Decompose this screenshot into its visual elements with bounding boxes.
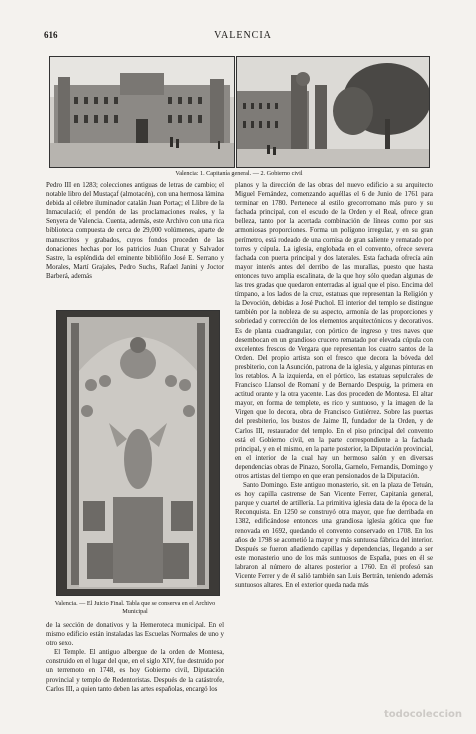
page-header <box>44 30 442 44</box>
photo-gobierno-civil <box>236 56 430 168</box>
photo-juicio-final <box>56 310 220 596</box>
text-column-right <box>235 181 433 707</box>
paragraph: Pedro III en 1283; colecciones antiguas de letras de cambio; el notable libro del Mustaçaf (almotacén), con una hermosa lámina debida al célebre iluminador catalán Juan Portaç; el Llibre de la Inmaculació; el pendón de las proclamaciones reales, y la Senyera de Valencia. Cuenta, además, este Archivo con una rica biblioteca compuesta de cerca de 29,000 volúmenes, aparte de manuscritos y grabados, cuyos fondos proceden de las donaciones hechas por los patricios Juan Churat y Salvador Sastre, la espléndida del eminente bibliófilo José E. Serrano y Morales, Martí Grajales, Pedro Suchs, Rafael Janini y Joctor Barberá, además <box>46 182 224 280</box>
paragraph: de la sección de donativos y la Hemeroteca municipal. En el mismo edificio están instaladas las Escuelas Normales de uno y otro sexo. <box>46 622 224 648</box>
text-column-left-bottom <box>46 621 224 707</box>
paragraph: El Temple. El antiguo albergue de la orden de Montesa, construido en el lugar del que, en el siglo XIV, fue destruido por un terremoto en 1748, es hoy Gobierno civil, Diputación provincial y templo de Redentoristas. Después de la catástrofe, Carlos III, a quien tanto deben las artes españolas, encargó los <box>46 649 224 693</box>
paragraph: planos y la dirección de las obras del nuevo edificio a su arquitecto Miguel Fernández, comenzando aquéllas el 6 de Junio de 1761 para terminar en 1780. Pertenece al estilo grecorromano más puro y su fachada principal, con el escudo de la Orden y el Real, ofrece gran belleza, tanto por la acertada combinación de líneas como por sus armoniosas proporciones. Forma un polígono irregular, y en su gran perímetro, está rodeado de una cornisa de gran saliente y rematado por torres y cúpula. La iglesia, englobada en el convento, ofrece severa fachada con puerta principal y dos laterales. Esta fachada ofrecía aún mayor interés antes del derribo de las murallas, puesto que hasta entonces tuvo amplia escalinata, de la que hoy sólo quedan algunas de las tres gradas que quedaron enterradas al igual que el piso. Encima del tímpano, a los lados de la cruz, estatuas que representan la Religión y la Devoción, debidas a José Puchol. El interior del templo se distingue también por la nobleza de su aspecto, armonía de las proporciones y sobriedad y corrección de los elementos arquitectónicos y decorativos. Es de planta cuadrangular, con pórtico de ingreso y tres naves que desembocan en un grandioso crucero rematado por elevada cúpula con excelentes frescos de Vergara que representan los cuatro santos de la Orden. Del propio artista son el fresco que decora la bóveda del presbiterio, con la Asunción, patrona de la iglesia, y algunas pinturas en los retablos. A la izquierda, en el pórtico, las estatuas sepulcrales de Francisco Llansol de Romaní y de Bernardo Despuig, la primera en actitud orante y la otra yacente. Las dos proceden de Montesa. El altar mayor, en forma de templete, es rico y suntuoso, y la imagen de la Virgen que lo decora, obra de Francisco Gutiérrez. Sobre las puertas del presbiterio, los bustos de Jaime II, fundador de la Orden, y de Carlos III, restaurador del templo. En el piso principal del convento está el Gobierno civil, en la parte correspondiente a la fachada principal, y en el mismo, en la parte posterior, la Diputación provincial, en el interior de la cual hay un hermoso salón y en diversas dependencias obras de Pinazo, Sorolla, Garnelo, Fernandis, Domingo y otros artistas del tiempo en que eran pensionados de la Diputación. <box>235 182 433 480</box>
photo-caption-artwork: Valencia. — El Juicio Final. Tabla que se conserva en el Archivo Municipal <box>54 600 216 615</box>
photo-capitania-general <box>49 56 235 168</box>
text-column-left-top <box>46 181 224 305</box>
watermark-logo: todocoleccion <box>384 709 462 720</box>
page-number: 616 <box>44 30 58 40</box>
photo-caption-top: Valencia: 1. Capitanía general. — 2. Gobierno civil <box>175 170 303 177</box>
running-title: VALENCIA <box>214 30 272 41</box>
paragraph: Santo Domingo. Este antiguo monasterio, sit. en la plaza de Tetuán, es hoy capilla castrense de San Vicente Ferrer, Capitanía general, parque y cuartel de artillería. La primitiva iglesia data de la época de la Reconquista. En 1250 se construyó otra mayor, que fue derribada en 1382, edificándose entonces una grandiosa iglesia gótica que fue renovada en 1692, quedando el convento conservado en 1708. En los años de 1798 se acometió la mayor y más suntuosa fábrica del interior. Después se fueron añadiendo capillas y dependencias, llegando a ser este monasterio uno de los más suntuosos de España, pues en él se labraron al número de altares posterior a 1760. En él profesó san Vicente Ferrer y de él salió también san Luis Bertrán, teniendo además suntuosos altares. En el exterior queda nada más <box>235 482 433 590</box>
